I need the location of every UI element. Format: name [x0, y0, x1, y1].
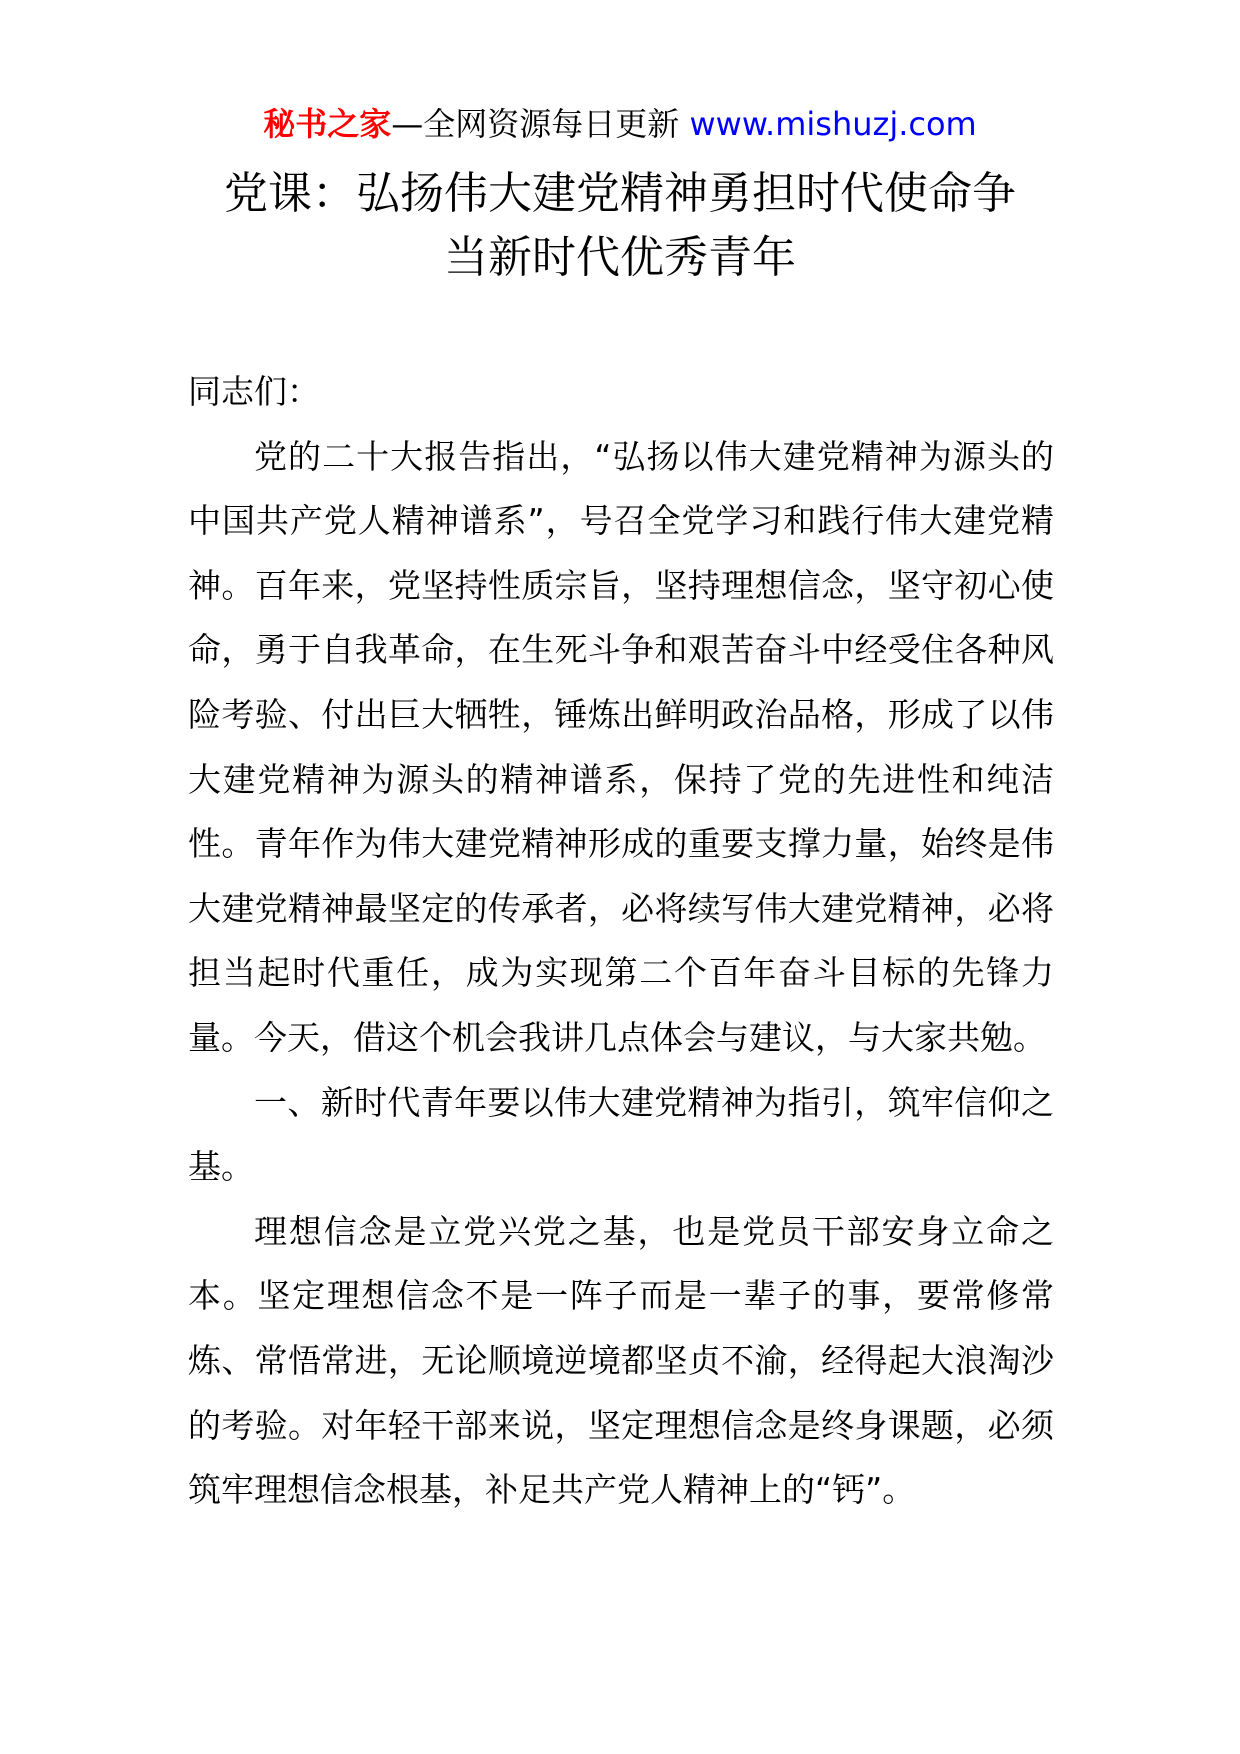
document-title-line-1: 党课：弘扬伟大建党精神勇担时代使命争: [224, 168, 1016, 219]
paragraph-intro: 党的二十大报告指出，“弘扬以伟大建党精神为源头的中国共产党人精神谱系”，号召全党学习和践行伟大建党精神。百年来，党坚持性质宗旨，坚持理想信念，坚守初心使命，勇于自我革命，在生死斗争和艰苦奋斗中经受住各种风险考验、付出巨大牺牲，锤炼出鲜明政治品格，形成了以伟大建党精神为源头的精神谱系，保持了党的先进性和纯洁性。青年作为伟大建党精神形成的重要支撑力量，始终是伟大建党精神最坚定的传承者，必将续写伟大建党精神，必将担当起时代重任，成为实现第二个百年奋斗目标的先锋力量。今天，借这个机会我讲几点体会与建议，与大家共勉。: [188, 436, 1054, 1057]
site-url-link[interactable]: www.mishuzj.com: [689, 105, 977, 143]
site-header: [0, 100, 1240, 148]
document-body: [188, 360, 1054, 1523]
site-tagline: —全网资源每日更新: [391, 105, 680, 143]
salutation: 同志们：: [188, 372, 320, 411]
site-name: 秘书之家: [263, 105, 392, 143]
paragraph-section-1: 理想信念是立党兴党之基，也是党员干部安身立命之本。坚定理想信念不是一阵子而是一辈子的事，要常修常炼、常悟常进，无论顺境逆境都坚贞不渝，经得起大浪淘沙的考验。对年轻干部来说，坚定理想信念是终身课题，必须筑牢理想信念根基，补足共产党人精神上的“钙”。: [188, 1211, 1054, 1510]
document-title-line-2: 当新时代优秀青年: [444, 232, 796, 283]
document-title: [150, 162, 1090, 290]
section-heading-1: 一、新时代青年要以伟大建党精神为指引，筑牢信仰之基。: [188, 1082, 1054, 1187]
